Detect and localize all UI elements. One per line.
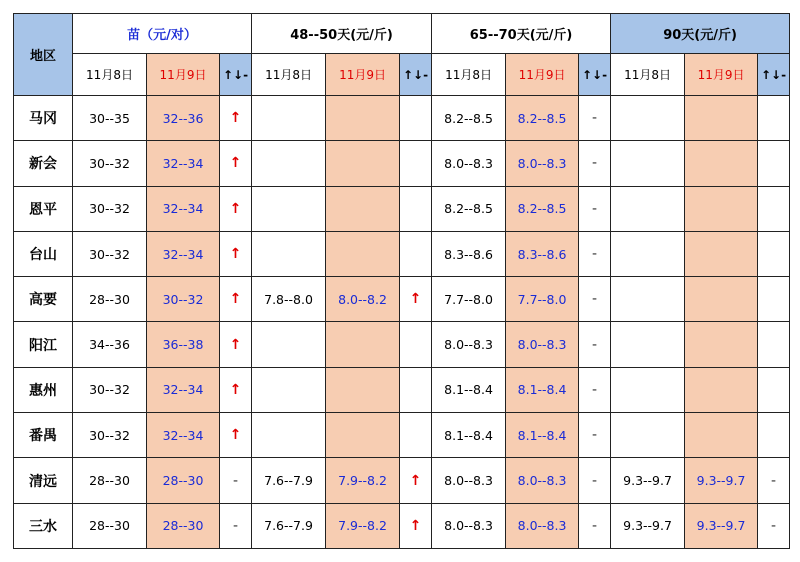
old-price-cell [611,367,685,412]
region-cell: 恩平 [14,186,73,231]
trend-cell: - [220,503,252,548]
old-price-cell: 28--30 [73,277,147,322]
old-price-cell [252,413,326,458]
date-new-header: 11月9日 [326,54,400,96]
old-price-cell [252,141,326,186]
table-row [14,367,790,412]
price-table [13,13,790,549]
trend-cell: - [579,96,611,141]
group-header-row [14,14,790,54]
group-header-0: 苗（元/对） [73,14,252,54]
old-price-cell: 7.7--8.0 [432,277,506,322]
trend-header: ↑↓- [758,54,790,96]
old-price-cell: 7.8--8.0 [252,277,326,322]
old-price-cell: 30--32 [73,413,147,458]
trend-cell: - [579,503,611,548]
trend-cell [400,367,432,412]
new-price-cell [685,231,758,276]
old-price-cell: 9.3--9.7 [611,458,685,503]
trend-cell: - [579,413,611,458]
new-price-cell [326,186,400,231]
new-price-cell [326,231,400,276]
trend-cell: - [579,141,611,186]
trend-cell [758,322,790,367]
trend-cell: ↑ [220,186,252,231]
new-price-cell: 8.0--8.3 [506,458,579,503]
old-price-cell: 7.6--7.9 [252,458,326,503]
old-price-cell: 7.6--7.9 [252,503,326,548]
new-price-cell: 8.0--8.3 [506,141,579,186]
old-price-cell: 34--36 [73,322,147,367]
region-cell: 三水 [14,503,73,548]
trend-cell: - [579,322,611,367]
trend-header: ↑↓- [400,54,432,96]
region-cell: 番禺 [14,413,73,458]
old-price-cell: 8.0--8.3 [432,503,506,548]
old-price-cell: 8.2--8.5 [432,96,506,141]
group-header-2: 65--70天(元/斤) [432,14,611,54]
old-price-cell: 28--30 [73,458,147,503]
new-price-cell [685,277,758,322]
trend-cell [758,413,790,458]
old-price-cell: 30--32 [73,141,147,186]
table-row [14,96,790,141]
trend-cell: ↑ [220,367,252,412]
trend-cell: - [579,458,611,503]
old-price-cell [611,322,685,367]
trend-cell: ↑ [400,277,432,322]
table-row [14,322,790,367]
trend-cell: ↑ [400,503,432,548]
trend-cell [758,186,790,231]
date-old-header: 11月8日 [73,54,147,96]
old-price-cell: 8.1--8.4 [432,413,506,458]
table-row [14,231,790,276]
region-column-header: 地区 [14,14,73,96]
table-row [14,277,790,322]
date-old-header: 11月8日 [611,54,685,96]
old-price-cell: 8.0--8.3 [432,458,506,503]
trend-cell: - [758,458,790,503]
region-cell: 阳江 [14,322,73,367]
new-price-cell: 32--34 [147,186,220,231]
trend-cell [400,413,432,458]
new-price-cell [326,413,400,458]
trend-cell [400,231,432,276]
new-price-cell [326,96,400,141]
table-row [14,413,790,458]
old-price-cell [611,231,685,276]
new-price-cell: 8.0--8.2 [326,277,400,322]
new-price-cell: 8.1--8.4 [506,413,579,458]
new-price-cell [685,322,758,367]
trend-cell: ↑ [220,413,252,458]
table-row [14,458,790,503]
old-price-cell [252,186,326,231]
trend-cell: - [579,367,611,412]
date-new-header: 11月9日 [506,54,579,96]
old-price-cell: 8.0--8.3 [432,322,506,367]
new-price-cell [326,322,400,367]
old-price-cell [252,96,326,141]
trend-cell: - [579,231,611,276]
old-price-cell [611,413,685,458]
new-price-cell: 8.2--8.5 [506,96,579,141]
old-price-cell: 8.2--8.5 [432,186,506,231]
new-price-cell: 28--30 [147,503,220,548]
new-price-cell [685,186,758,231]
old-price-cell [611,186,685,231]
new-price-cell: 32--34 [147,141,220,186]
new-price-cell: 9.3--9.7 [685,503,758,548]
date-old-header: 11月8日 [432,54,506,96]
trend-cell: ↑ [220,322,252,367]
table-row [14,503,790,548]
trend-cell [400,141,432,186]
table-row [14,186,790,231]
trend-cell [758,231,790,276]
trend-header: ↑↓- [579,54,611,96]
new-price-cell: 8.3--8.6 [506,231,579,276]
new-price-cell: 7.7--8.0 [506,277,579,322]
new-price-cell: 9.3--9.7 [685,458,758,503]
region-cell: 新会 [14,141,73,186]
old-price-cell: 8.1--8.4 [432,367,506,412]
old-price-cell: 30--32 [73,367,147,412]
old-price-cell [611,141,685,186]
old-price-cell: 28--30 [73,503,147,548]
date-header-row [14,54,790,96]
trend-cell: - [758,503,790,548]
old-price-cell: 30--32 [73,186,147,231]
trend-cell [400,322,432,367]
trend-cell [400,186,432,231]
trend-cell: ↑ [220,277,252,322]
region-cell: 台山 [14,231,73,276]
old-price-cell: 8.0--8.3 [432,141,506,186]
new-price-cell: 7.9--8.2 [326,458,400,503]
new-price-cell: 32--34 [147,231,220,276]
new-price-cell [685,141,758,186]
trend-cell [400,96,432,141]
trend-cell: - [579,277,611,322]
trend-cell: ↑ [220,141,252,186]
trend-cell: ↑ [400,458,432,503]
date-new-header: 11月9日 [147,54,220,96]
old-price-cell: 30--32 [73,231,147,276]
trend-header: ↑↓- [220,54,252,96]
new-price-cell: 32--34 [147,413,220,458]
region-cell: 清远 [14,458,73,503]
old-price-cell: 8.3--8.6 [432,231,506,276]
new-price-cell: 8.1--8.4 [506,367,579,412]
old-price-cell [611,277,685,322]
old-price-cell [611,96,685,141]
trend-cell [758,277,790,322]
date-new-header: 11月9日 [685,54,758,96]
trend-cell [758,96,790,141]
trend-cell: - [579,186,611,231]
new-price-cell: 32--36 [147,96,220,141]
old-price-cell: 9.3--9.7 [611,503,685,548]
date-old-header: 11月8日 [252,54,326,96]
trend-cell: - [220,458,252,503]
table-row [14,141,790,186]
trend-cell: ↑ [220,231,252,276]
region-cell: 惠州 [14,367,73,412]
region-cell: 马冈 [14,96,73,141]
trend-cell [758,141,790,186]
new-price-cell: 36--38 [147,322,220,367]
new-price-cell [685,413,758,458]
old-price-cell: 30--35 [73,96,147,141]
new-price-cell: 28--30 [147,458,220,503]
old-price-cell [252,322,326,367]
group-header-1: 48--50天(元/斤) [252,14,432,54]
new-price-cell: 30--32 [147,277,220,322]
group-header-3: 90天(元/斤) [611,14,790,54]
new-price-cell [326,367,400,412]
new-price-cell: 7.9--8.2 [326,503,400,548]
trend-cell: ↑ [220,96,252,141]
new-price-cell [685,367,758,412]
new-price-cell: 8.0--8.3 [506,322,579,367]
new-price-cell [326,141,400,186]
region-cell: 高要 [14,277,73,322]
old-price-cell [252,231,326,276]
old-price-cell [252,367,326,412]
new-price-cell: 8.2--8.5 [506,186,579,231]
new-price-cell [685,96,758,141]
trend-cell [758,367,790,412]
new-price-cell: 8.0--8.3 [506,503,579,548]
new-price-cell: 32--34 [147,367,220,412]
